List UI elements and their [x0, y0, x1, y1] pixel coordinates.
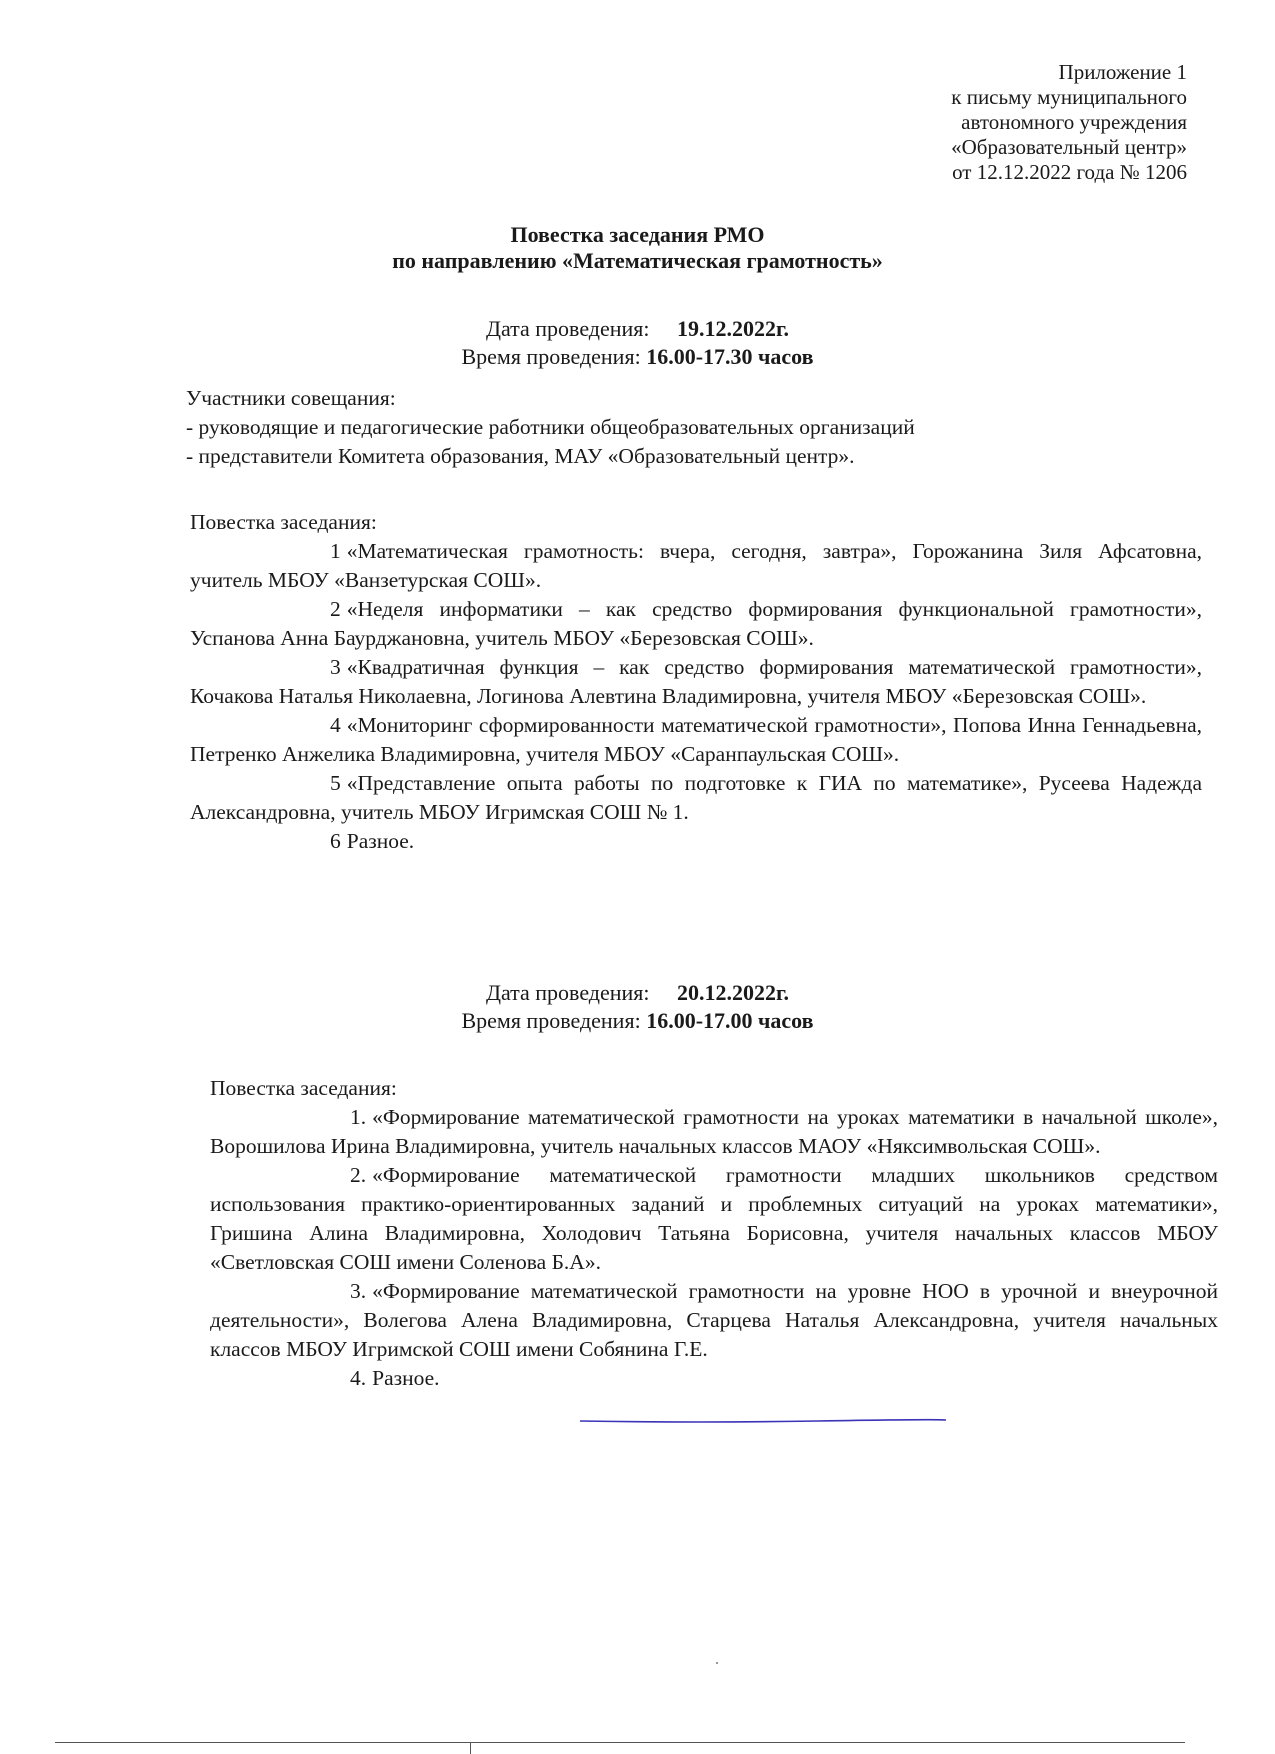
agenda-item — [190, 537, 1202, 595]
item-text: «Формирование математической грамотности на уроках математики в начальной школе», Ворошилова Ирина Владимировна, учитель начальных классов МАОУ «Няксимвольская СОШ». — [210, 1105, 1218, 1158]
meeting2-agenda — [210, 1074, 1218, 1393]
agenda-item — [190, 595, 1202, 653]
item-text: «Мониторинг сформированности математической грамотности», Попова Инна Геннадьевна, Петренко Анжелика Владимировна, учителя МБОУ «Саранпаульская СОШ». — [190, 713, 1202, 766]
meeting1-agenda — [190, 508, 1202, 856]
participant-line: - представители Комитета образования, МАУ «Образовательный центр». — [186, 444, 855, 468]
date-value: 19.12.2022г. — [677, 316, 790, 341]
item-number: 1. — [350, 1105, 367, 1129]
item-text: «Формирование математической грамотности младших школьников средством использования практико-ориентированных заданий и проблемных ситуаций на уроках математики», Гришина Алина Владимировна, Холодович Татьяна Борисовна, учителя начальных классов МБОУ «Светловская СОШ имени Соленова Б.А». — [210, 1163, 1218, 1274]
item-number: 2. — [350, 1163, 367, 1187]
time-value: 16.00-17.00 часов — [646, 1008, 814, 1033]
agenda-heading: Повестка заседания: — [190, 510, 377, 534]
item-number: 6 — [330, 829, 341, 853]
appendix-line: автономного учреждения — [961, 110, 1187, 134]
agenda-item — [190, 653, 1202, 711]
agenda-item — [210, 1103, 1218, 1161]
item-text: «Математическая грамотность: вчера, сегодня, завтра», Горожанина Зиля Афсатовна, учитель МБОУ «Ванзетурская СОШ». — [190, 539, 1202, 592]
time-label: Время проведения: — [461, 344, 641, 369]
ink-underline-mark — [578, 1418, 948, 1424]
participant-line: - руководящие и педагогические работники общеобразовательных организаций — [186, 415, 915, 439]
item-number: 3. — [350, 1279, 367, 1303]
item-number: 4. — [350, 1366, 367, 1390]
item-text: «Формирование математической грамотности на уровне НОО в урочной и внеурочной деятельности», Волегова Алена Владимировна, Старцева Наталья Александровна, учителя начальных классов МБОУ Игримской СОШ имени Собянина Г.Е. — [210, 1279, 1218, 1361]
item-number: 4 — [330, 713, 341, 737]
date-label: Дата проведения: — [485, 316, 650, 341]
meeting1-date — [0, 316, 1275, 342]
appendix-line: к письму муниципального — [951, 85, 1187, 109]
scan-edge-tick — [470, 1742, 471, 1754]
item-number: 1 — [330, 539, 341, 563]
item-number: 3 — [330, 655, 341, 679]
agenda-heading: Повестка заседания: — [210, 1076, 397, 1100]
meeting1-time — [0, 344, 1275, 370]
meeting2-time — [0, 1008, 1275, 1034]
item-text: «Представление опыта работы по подготовке к ГИА по математике», Русеева Надежда Александровна, учитель МБОУ Игримская СОШ № 1. — [190, 771, 1202, 824]
agenda-item — [190, 827, 1202, 856]
date-label: Дата проведения: — [485, 980, 650, 1005]
item-text: «Квадратичная функция – как средство формирования математической грамотности», Кочакова Наталья Николаевна, Логинова Алевтина Владимировна, учителя МБОУ «Березовская СОШ». — [190, 655, 1202, 708]
item-number: 2 — [330, 597, 341, 621]
document-title: Повестка заседания РМО — [510, 222, 765, 247]
item-text: «Неделя информатики – как средство формирования функциональной грамотности», Успанова Анна Баурджановна, учитель МБОУ «Березовская СОШ». — [190, 597, 1202, 650]
meeting1-participants — [186, 384, 1126, 471]
agenda-item — [190, 769, 1202, 827]
time-label: Время проведения: — [461, 1008, 641, 1033]
document-subtitle: по направлению «Математическая грамотность» — [392, 248, 883, 273]
item-text: Разное. — [372, 1366, 440, 1390]
agenda-item — [210, 1161, 1218, 1277]
appendix-line: «Образовательный центр» — [951, 135, 1187, 159]
meeting2-date — [0, 980, 1275, 1006]
agenda-item — [210, 1364, 1218, 1393]
agenda-item — [190, 711, 1202, 769]
scan-edge-line — [55, 1742, 1185, 1743]
scan-speck — [716, 1662, 718, 1664]
appendix-header — [951, 60, 1187, 185]
appendix-line: от 12.12.2022 года № 1206 — [952, 160, 1187, 184]
item-number: 5 — [330, 771, 341, 795]
item-text: Разное. — [346, 829, 415, 853]
time-value: 16.00-17.30 часов — [646, 344, 814, 369]
agenda-item — [210, 1277, 1218, 1364]
participants-heading: Участники совещания: — [186, 386, 396, 410]
date-value: 20.12.2022г. — [677, 980, 790, 1005]
appendix-line: Приложение 1 — [1058, 60, 1187, 84]
